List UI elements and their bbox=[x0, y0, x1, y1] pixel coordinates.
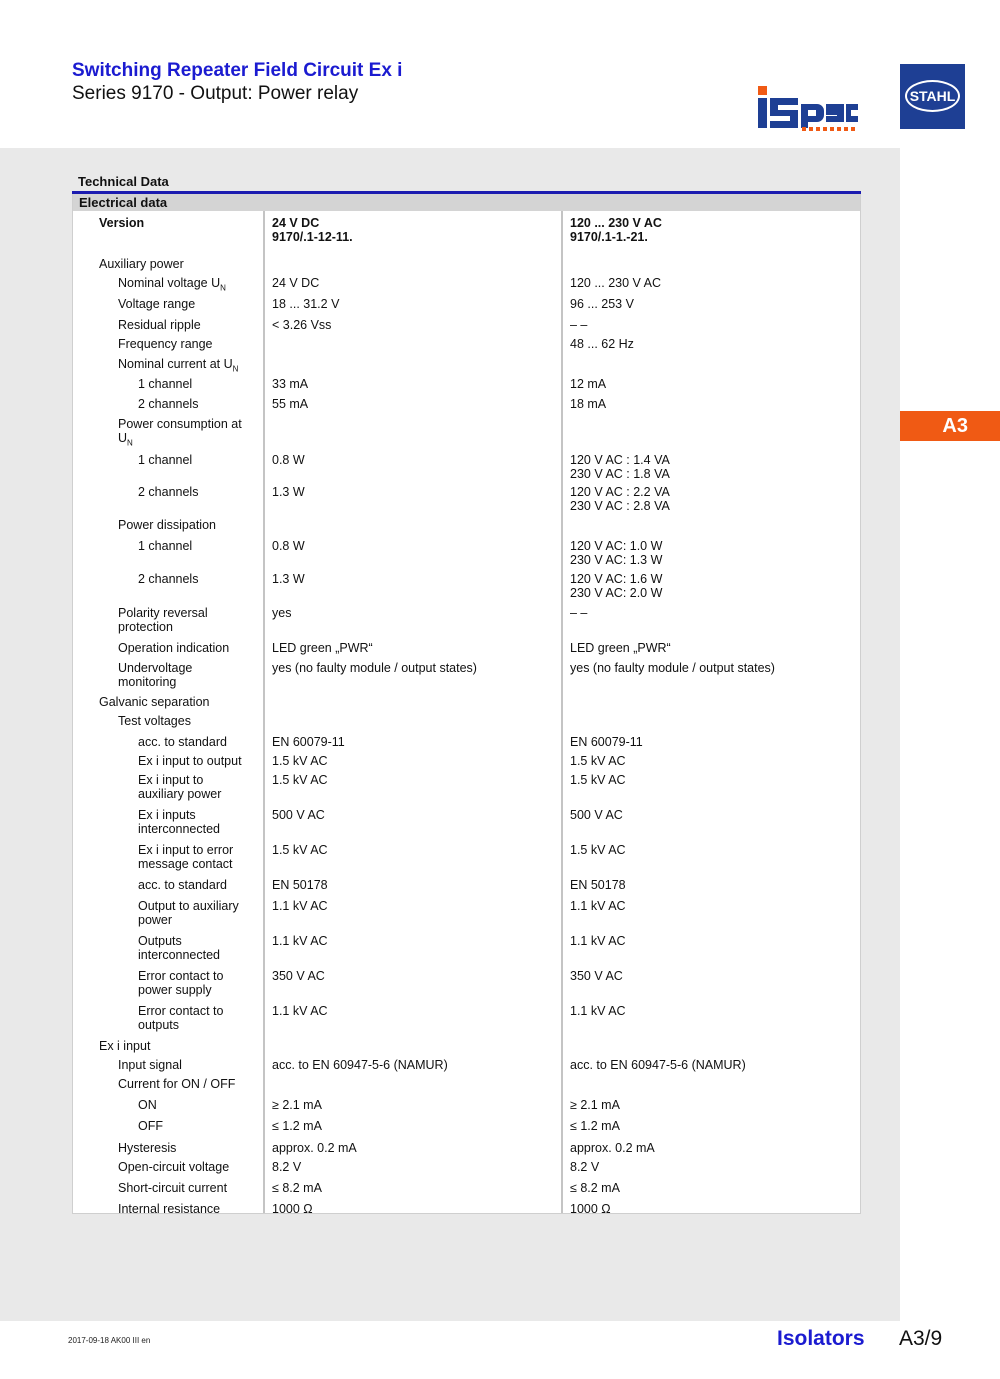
value-24vdc: LED green „PWR“ bbox=[272, 641, 373, 655]
value-24vdc: 0.8 W bbox=[272, 539, 305, 553]
value-120-230vac: 1.5 kV AC bbox=[570, 754, 626, 768]
value-24vdc: 24 V DC 9170/.1-12-11. bbox=[272, 216, 353, 244]
subheading-label: Electrical data bbox=[79, 195, 168, 210]
row-label: 1 channel bbox=[138, 453, 193, 467]
row-label: Ex i input to output bbox=[138, 754, 242, 768]
column-divider bbox=[561, 211, 563, 1213]
value-24vdc: 1.5 kV AC bbox=[272, 773, 328, 787]
row-label: Operation indication bbox=[118, 641, 230, 655]
row-label: 2 channels bbox=[138, 397, 199, 411]
value-24vdc: 8.2 V bbox=[272, 1160, 302, 1174]
value-24vdc: 350 V AC bbox=[272, 969, 325, 983]
row-label: OFF bbox=[138, 1119, 163, 1133]
row-label: Hysteresis bbox=[118, 1141, 177, 1155]
value-24vdc: 1.3 W bbox=[272, 572, 305, 586]
value-120-230vac: 18 mA bbox=[570, 397, 607, 411]
value-24vdc: 1.3 W bbox=[272, 485, 305, 499]
value-120-230vac: 48 ... 62 Hz bbox=[570, 337, 634, 351]
row-label: Power dissipation bbox=[118, 518, 216, 532]
value-120-230vac: LED green „PWR“ bbox=[570, 641, 671, 655]
chapter-tab-a3: A3 bbox=[900, 411, 1000, 441]
row-label: Nominal current at $U_N$ bbox=[118, 357, 239, 374]
value-120-230vac: 120 V AC: 1.6 W 230 V AC: 2.0 W bbox=[570, 572, 663, 600]
value-120-230vac: ≤ 8.2 mA bbox=[570, 1181, 620, 1195]
value-120-230vac: 1000 Ω bbox=[570, 1202, 611, 1216]
row-label: Power consumption at $U_N$ bbox=[118, 417, 242, 448]
value-24vdc: ≤ 8.2 mA bbox=[272, 1181, 322, 1195]
value-24vdc: EN 50178 bbox=[272, 878, 328, 892]
value-120-230vac: – – bbox=[570, 318, 588, 332]
row-label: Open-circuit voltage bbox=[118, 1160, 230, 1174]
page-subtitle: Series 9170 - Output: Power relay bbox=[72, 83, 359, 104]
value-24vdc: ≤ 1.2 mA bbox=[272, 1119, 322, 1133]
value-120-230vac: 350 V AC bbox=[570, 969, 623, 983]
value-24vdc: yes bbox=[272, 606, 292, 620]
value-24vdc: 33 mA bbox=[272, 377, 309, 391]
row-label: Ex i input to error message contact bbox=[138, 843, 234, 871]
value-120-230vac: acc. to EN 60947-5-6 (NAMUR) bbox=[570, 1058, 746, 1072]
value-24vdc: 18 ... 31.2 V bbox=[272, 297, 340, 311]
value-24vdc: < 3.26 Vss bbox=[272, 318, 332, 332]
row-label: Ex i input to auxiliary power bbox=[138, 773, 222, 801]
row-label: Undervoltage monitoring bbox=[118, 661, 193, 689]
value-24vdc: 1.5 kV AC bbox=[272, 843, 328, 857]
row-label: Current for ON / OFF bbox=[118, 1077, 236, 1091]
row-label: Internal resistance bbox=[118, 1202, 221, 1216]
value-120-230vac: ≤ 1.2 mA bbox=[570, 1119, 620, 1133]
row-label: acc. to standard bbox=[138, 878, 227, 892]
value-120-230vac: EN 60079-11 bbox=[570, 735, 643, 749]
row-label: Nominal voltage $U_N$ bbox=[118, 276, 226, 293]
row-label: Version bbox=[99, 216, 145, 230]
value-24vdc: 500 V AC bbox=[272, 808, 325, 822]
value-120-230vac: – – bbox=[570, 606, 588, 620]
row-label: 1 channel bbox=[138, 377, 193, 391]
value-120-230vac: ≥ 2.1 mA bbox=[570, 1098, 620, 1112]
value-120-230vac: EN 50178 bbox=[570, 878, 626, 892]
row-label: 2 channels bbox=[138, 572, 199, 586]
row-label: Outputs interconnected bbox=[138, 934, 221, 962]
row-label: ON bbox=[138, 1098, 157, 1112]
row-label: 1 channel bbox=[138, 539, 193, 553]
value-120-230vac: 1.5 kV AC bbox=[570, 843, 626, 857]
value-120-230vac: 12 mA bbox=[570, 377, 607, 391]
table-subheader bbox=[73, 194, 860, 211]
value-120-230vac: 1.1 kV AC bbox=[570, 934, 626, 948]
row-label: Short-circuit current bbox=[118, 1181, 228, 1195]
row-label: Input signal bbox=[118, 1058, 182, 1072]
value-120-230vac: 1.1 kV AC bbox=[570, 899, 626, 913]
value-24vdc: 1.5 kV AC bbox=[272, 754, 328, 768]
row-label: Error contact to outputs bbox=[138, 1004, 224, 1032]
footer-category: Isolators bbox=[777, 1327, 865, 1350]
row-label: Ex i inputs interconnected bbox=[138, 808, 221, 836]
value-120-230vac: 1.5 kV AC bbox=[570, 773, 626, 787]
row-label: Polarity reversal protection bbox=[118, 606, 208, 634]
value-120-230vac: 120 V AC: 1.0 W 230 V AC: 1.3 W bbox=[570, 539, 663, 567]
value-24vdc: 1000 Ω bbox=[272, 1202, 313, 1216]
value-120-230vac: 1.1 kV AC bbox=[570, 1004, 626, 1018]
value-24vdc: 24 V DC bbox=[272, 276, 320, 290]
value-120-230vac: yes (no faulty module / output states) bbox=[570, 661, 775, 675]
value-120-230vac: 120 V AC : 1.4 VA 230 V AC : 1.8 VA bbox=[570, 453, 670, 481]
row-label: 2 channels bbox=[138, 485, 199, 499]
row-label: Ex i input bbox=[99, 1039, 151, 1053]
technical-data-table bbox=[72, 194, 861, 1214]
footer-page-number: A3/9 bbox=[899, 1327, 943, 1350]
value-120-230vac: 500 V AC bbox=[570, 808, 623, 822]
value-120-230vac: 8.2 V bbox=[570, 1160, 600, 1174]
row-label: Output to auxiliary power bbox=[138, 899, 239, 927]
stahl-logo-text: STAHL bbox=[909, 88, 956, 104]
stahl-logo bbox=[900, 64, 965, 129]
row-label: Error contact to power supply bbox=[138, 969, 224, 997]
row-label: Auxiliary power bbox=[99, 257, 184, 271]
ispac-logo bbox=[756, 84, 860, 134]
row-label: Residual ripple bbox=[118, 318, 201, 332]
value-120-230vac: 120 ... 230 V AC bbox=[570, 276, 662, 290]
row-label: acc. to standard bbox=[138, 735, 227, 749]
value-24vdc: ≥ 2.1 mA bbox=[272, 1098, 322, 1112]
row-label: Frequency range bbox=[118, 337, 213, 351]
value-24vdc: EN 60079-11 bbox=[272, 735, 345, 749]
value-24vdc: 55 mA bbox=[272, 397, 309, 411]
row-label: Test voltages bbox=[118, 714, 191, 728]
section-title: Technical Data bbox=[78, 174, 169, 189]
value-120-230vac: 96 ... 253 V bbox=[570, 297, 634, 311]
value-24vdc: 1.1 kV AC bbox=[272, 1004, 328, 1018]
footer-date-code: 2017-09-18 AK00 III en bbox=[68, 1336, 151, 1345]
value-120-230vac: approx. 0.2 mA bbox=[570, 1141, 655, 1155]
value-24vdc: 1.1 kV AC bbox=[272, 899, 328, 913]
value-24vdc: yes (no faulty module / output states) bbox=[272, 661, 477, 675]
row-label: Voltage range bbox=[118, 297, 196, 311]
page-title: Switching Repeater Field Circuit Ex i bbox=[72, 60, 403, 81]
value-24vdc: 1.1 kV AC bbox=[272, 934, 328, 948]
value-24vdc: approx. 0.2 mA bbox=[272, 1141, 357, 1155]
value-120-230vac: 120 V AC : 2.2 VA 230 V AC : 2.8 VA bbox=[570, 485, 670, 513]
value-24vdc: acc. to EN 60947-5-6 (NAMUR) bbox=[272, 1058, 448, 1072]
value-120-230vac: 120 ... 230 V AC 9170/.1-1.-21. bbox=[570, 216, 662, 244]
row-label: Galvanic separation bbox=[99, 695, 210, 709]
value-24vdc: 0.8 W bbox=[272, 453, 305, 467]
